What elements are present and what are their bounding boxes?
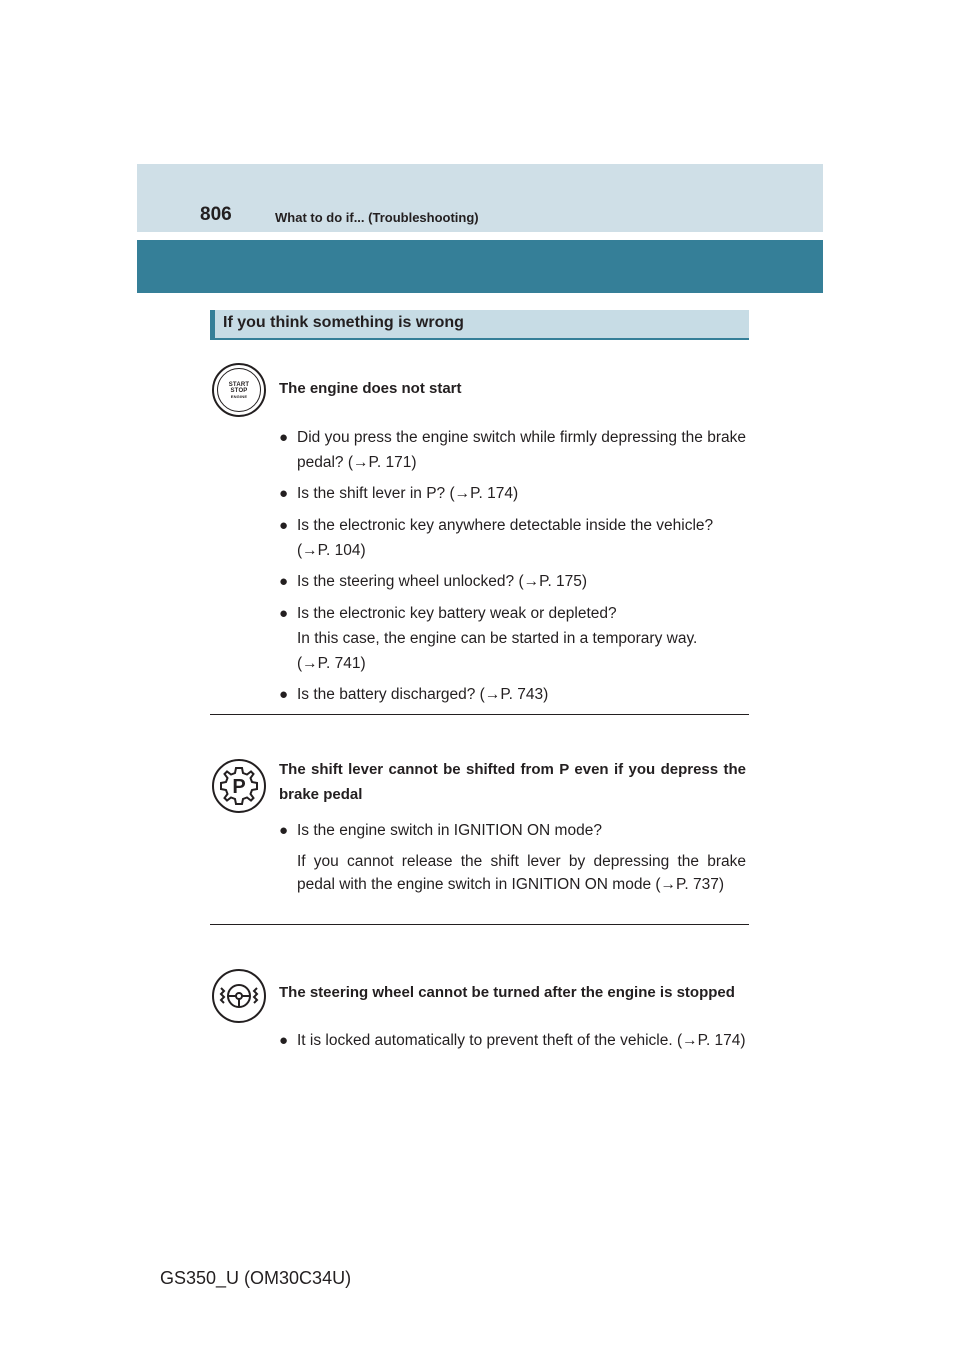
section-divider bbox=[210, 924, 749, 925]
bullet-icon: ● bbox=[279, 517, 289, 534]
bullet-icon: ● bbox=[279, 605, 289, 622]
shift-lock-gear-icon bbox=[212, 759, 266, 813]
chapter-title: What to do if... (Troubleshooting) bbox=[275, 210, 479, 225]
list-item-note: In this case, the engine can be started in a temporary way. bbox=[297, 630, 698, 647]
icon-label-start: START bbox=[228, 381, 250, 388]
list-item bbox=[279, 682, 746, 707]
bullet-icon: ● bbox=[279, 573, 289, 590]
list-item-note: If you cannot release the shift lever by depressing the brake pedal with the engine switch in IGNITION ON mode (→P. 737) bbox=[297, 853, 746, 893]
engine-start-stop-button-icon bbox=[212, 363, 266, 417]
engine-button-face bbox=[217, 368, 261, 412]
header-band bbox=[137, 164, 823, 232]
list-item-text: Is the electronic key anywhere detectable inside the vehicle? (→P. 104) bbox=[297, 517, 714, 559]
steering-wheel-icon bbox=[215, 972, 263, 1020]
section-heading bbox=[210, 310, 749, 340]
list-item bbox=[279, 481, 746, 506]
gear-icon bbox=[215, 762, 263, 810]
bullet-icon: ● bbox=[279, 686, 289, 703]
section-divider bbox=[210, 714, 749, 715]
list-item bbox=[279, 601, 746, 626]
chapter-banner bbox=[137, 240, 823, 293]
topic-title-engine-not-start: The engine does not start bbox=[279, 380, 462, 397]
list-item-text: Is the battery discharged? (→P. 743) bbox=[297, 686, 549, 703]
list-item-text: Is the shift lever in P? (→P. 174) bbox=[297, 485, 519, 502]
bullet-icon: ● bbox=[279, 429, 289, 446]
list-item-text: It is locked automatically to prevent theft of the vehicle. (→P. 174) bbox=[297, 1032, 746, 1049]
list-item bbox=[279, 818, 746, 843]
bullet-icon: ● bbox=[279, 485, 289, 502]
list-item bbox=[279, 569, 746, 594]
list-item-text: Is the engine switch in IGNITION ON mode? bbox=[297, 822, 602, 839]
icon-label-engine: ENGINE bbox=[230, 393, 248, 399]
model-code-footer: GS350_U (OM30C34U) bbox=[160, 1268, 352, 1288]
list-item bbox=[279, 513, 746, 563]
list-item bbox=[279, 425, 746, 475]
bullet-icon: ● bbox=[279, 1032, 289, 1049]
page-number: 806 bbox=[200, 204, 232, 225]
list-item bbox=[279, 1028, 746, 1053]
list-item-text: Is the steering wheel unlocked? (→P. 175) bbox=[297, 573, 588, 590]
icon-label-stop: STOP bbox=[230, 387, 248, 394]
steering-lock-icon bbox=[212, 969, 266, 1023]
section-heading-text: If you think something is wrong bbox=[223, 314, 464, 331]
topic-title-shift-lever: The shift lever cannot be shifted from P even if you depress the brake pedal bbox=[279, 761, 746, 803]
bullet-icon: ● bbox=[279, 822, 289, 839]
topic-title-steering-wheel: The steering wheel cannot be turned after the engine is stopped bbox=[279, 984, 735, 1001]
list-item-text: Did you press the engine switch while firmly depressing the brake pedal? (→P. 171) bbox=[297, 429, 746, 471]
list-item-note-reference: (→P. 741) bbox=[297, 655, 366, 672]
gear-letter: P bbox=[232, 776, 246, 798]
list-item-text: Is the electronic key battery weak or depleted? bbox=[297, 605, 617, 622]
